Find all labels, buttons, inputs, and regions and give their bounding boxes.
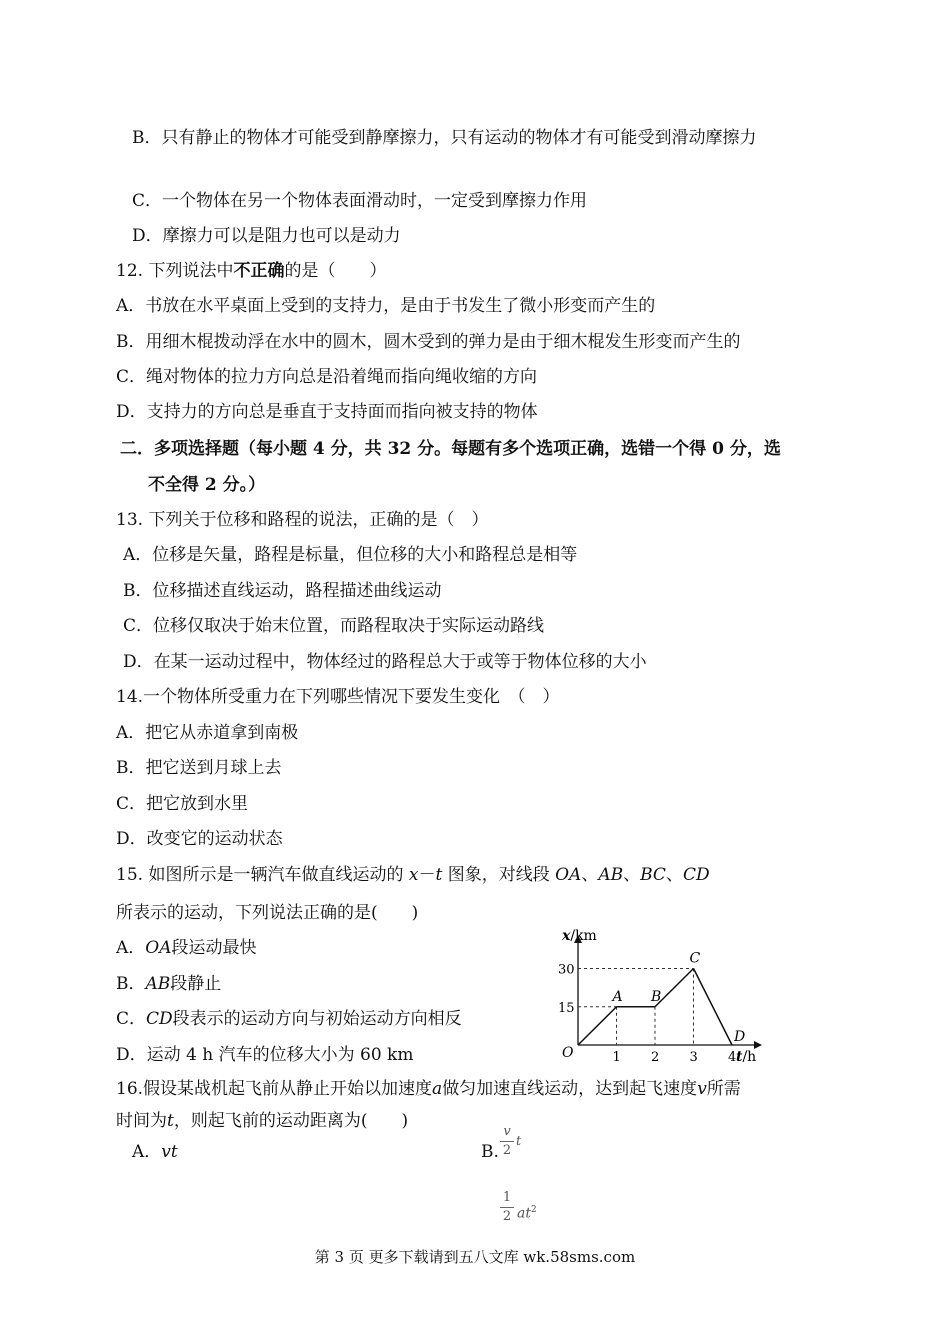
q15-stem-text: 15. 如图所示是一辆汽车做直线运动的: [116, 865, 404, 885]
q12-stem-emphasis: 不正确: [233, 261, 285, 281]
point-label-d: D: [734, 1029, 746, 1045]
q15-sep: 、: [581, 865, 599, 885]
q16-text-3: 所需: [706, 1079, 741, 1099]
q16-var-a: a: [432, 1079, 443, 1099]
q16-text-5: ，则起飞前的运动距离为( ): [173, 1111, 409, 1131]
q16-option-a-label: A．: [132, 1142, 162, 1162]
q16-option-a-value: vt: [161, 1142, 178, 1162]
y-tick-label: 30: [558, 962, 575, 978]
section2-heading-line1: 二．多项选择题（每小题 4 分，共 32 分。每题有多个选项正确，选错一个得 0 分，选: [120, 439, 781, 459]
q16-text-1: 16.假设某战机起飞前从静止开始以加速度: [116, 1079, 433, 1099]
q13-option-a: A．位移是矢量，路程是标量，但位移的大小和路程总是相等: [123, 545, 578, 565]
origin-label: O: [562, 1045, 574, 1061]
q15-stem-line2: 所表示的运动，下列说法正确的是( ): [116, 903, 419, 923]
q16-option-b-numerator: v: [503, 1124, 511, 1139]
q15-option-c-label: C．: [116, 1009, 147, 1029]
q14-option-a: A．把它从赤道拿到南极: [116, 723, 299, 743]
q16-option-c-numerator: 1: [502, 1190, 512, 1205]
q15-option-c: [116, 1007, 462, 1031]
q11-option-c: C．一个物体在另一个物体表面滑动时，一定受到摩擦力作用: [132, 191, 588, 211]
page-footer: 第 3 页 更多下载请到五八文库 wk.58sms.com: [314, 1248, 636, 1266]
q13-stem: 13. 下列关于位移和路程的说法，正确的是（ ）: [116, 510, 489, 530]
point-label-b: B: [651, 988, 662, 1005]
x-tick-label: 3: [689, 1050, 698, 1065]
x-axis-arrow: [754, 1041, 762, 1049]
q14-stem: 14.一个物体所受重力在下列哪些情况下要发生变化 （ ）: [116, 687, 560, 707]
q15-option-d: D．运动 4 h 汽车的位移大小为 60 km: [116, 1045, 414, 1065]
q15-dash: －: [418, 865, 436, 885]
q12-stem-suffix: 的是（ ）: [284, 261, 387, 281]
q16-var-v: v: [697, 1079, 707, 1099]
section2-heading-line2: 不全得 2 分。）: [148, 475, 266, 495]
q15-option-c-seg: CD: [146, 1009, 173, 1029]
q15-seg-bc: BC: [640, 865, 666, 885]
q14-option-b: B．把它送到月球上去: [116, 758, 282, 778]
q15-option-b-seg: AB: [145, 974, 171, 994]
q13-option-b: B．位移描述直线运动，路程描述曲线运动: [123, 581, 442, 601]
q16-option-c-denominator: 2: [502, 1209, 512, 1224]
q15-sep: 、: [623, 865, 641, 885]
q16-option-a: [132, 1140, 178, 1164]
point-label-a: A: [612, 988, 623, 1005]
q15-option-a-seg: OA: [145, 938, 172, 958]
q15-option-b: [116, 972, 221, 996]
y-tick-label: 15: [558, 1000, 575, 1016]
q12-option-a: A．书放在水平桌面上受到的支持力，是由于书发生了微小形变而产生的: [116, 296, 656, 316]
q15-stem-text-2: 图象，对线段: [447, 865, 550, 885]
q16-option-b-t: t: [516, 1134, 522, 1149]
q16-text-4: 时间为: [116, 1111, 167, 1131]
q13-option-d: D．在某一运动过程中，物体经过的路程总大于或等于物体位移的大小: [123, 652, 647, 672]
q13-option-c: C．位移仅取决于始末位置，而路程取决于实际运动路线: [123, 616, 545, 636]
q16-option-c-exponent: 2: [530, 1205, 537, 1215]
q11-option-b: B．只有静止的物体才可能受到静摩擦力，只有运动的物体才有可能受到滑动摩擦力: [132, 128, 757, 148]
q16-option-b-label: B.: [481, 1142, 499, 1162]
q15-stem-line1: [116, 863, 710, 887]
segment-cd: [694, 969, 733, 1046]
q16-option-c-expr: [517, 1198, 537, 1226]
q15-seg-oa: OA: [555, 865, 582, 885]
segment-oa: [578, 1007, 617, 1045]
q15-option-a-label: A．: [116, 938, 146, 958]
q15-option-b-label: B．: [116, 974, 146, 994]
q15-sep: 、: [665, 865, 683, 885]
q14-option-c: C．把它放到水里: [116, 794, 249, 814]
q15-option-a-text: 段运动最快: [171, 938, 257, 958]
q12-option-d: D．支持力的方向总是垂直于支持面而指向被支持的物体: [116, 402, 538, 422]
q12-option-b: B．用细木棍拨动浮在水中的圆木，圆木受到的弹力是由于细木棍发生形变而产生的: [116, 332, 741, 352]
q15-var-x: x: [408, 865, 419, 885]
q16-stem-line2: [116, 1109, 408, 1133]
q12-option-c: C．绳对物体的拉力方向总是沿着绳而指向绳收缩的方向: [116, 367, 538, 387]
x-t-graph: [556, 925, 766, 1065]
q15-seg-cd: CD: [682, 865, 710, 885]
q16-option-b-denominator: 2: [502, 1143, 512, 1158]
x-tick-label: 2: [651, 1050, 660, 1065]
q16-option-c-at: at: [517, 1205, 531, 1222]
x-tick-label: 4: [728, 1050, 737, 1065]
q16-option-c-fraction: [500, 1190, 514, 1225]
q12-stem-prefix: 12. 下列说法中: [116, 261, 234, 281]
q16-option-b-fraction: [500, 1124, 514, 1159]
q16-text-2: 做匀加速直线运动，达到起飞速度: [442, 1079, 698, 1099]
q12-stem: [116, 259, 386, 283]
point-label-c: C: [689, 950, 701, 967]
q15-seg-ab: AB: [598, 865, 624, 885]
q16-var-t: t: [167, 1111, 174, 1131]
q14-option-d: D．改变它的运动状态: [116, 829, 283, 849]
q11-option-d: D．摩擦力可以是阻力也可以是动力: [132, 226, 401, 246]
q16-stem-line1: [116, 1077, 741, 1101]
q15-option-a: [116, 936, 257, 960]
q15-option-c-text: 段表示的运动方向与初始运动方向相反: [172, 1009, 462, 1029]
y-axis-label: x/km: [562, 928, 597, 944]
x-axis-label: t/h: [736, 1049, 757, 1065]
q15-var-t: t: [435, 865, 443, 885]
x-tick-label: 1: [612, 1050, 621, 1065]
q15-option-b-text: 段静止: [170, 974, 222, 994]
